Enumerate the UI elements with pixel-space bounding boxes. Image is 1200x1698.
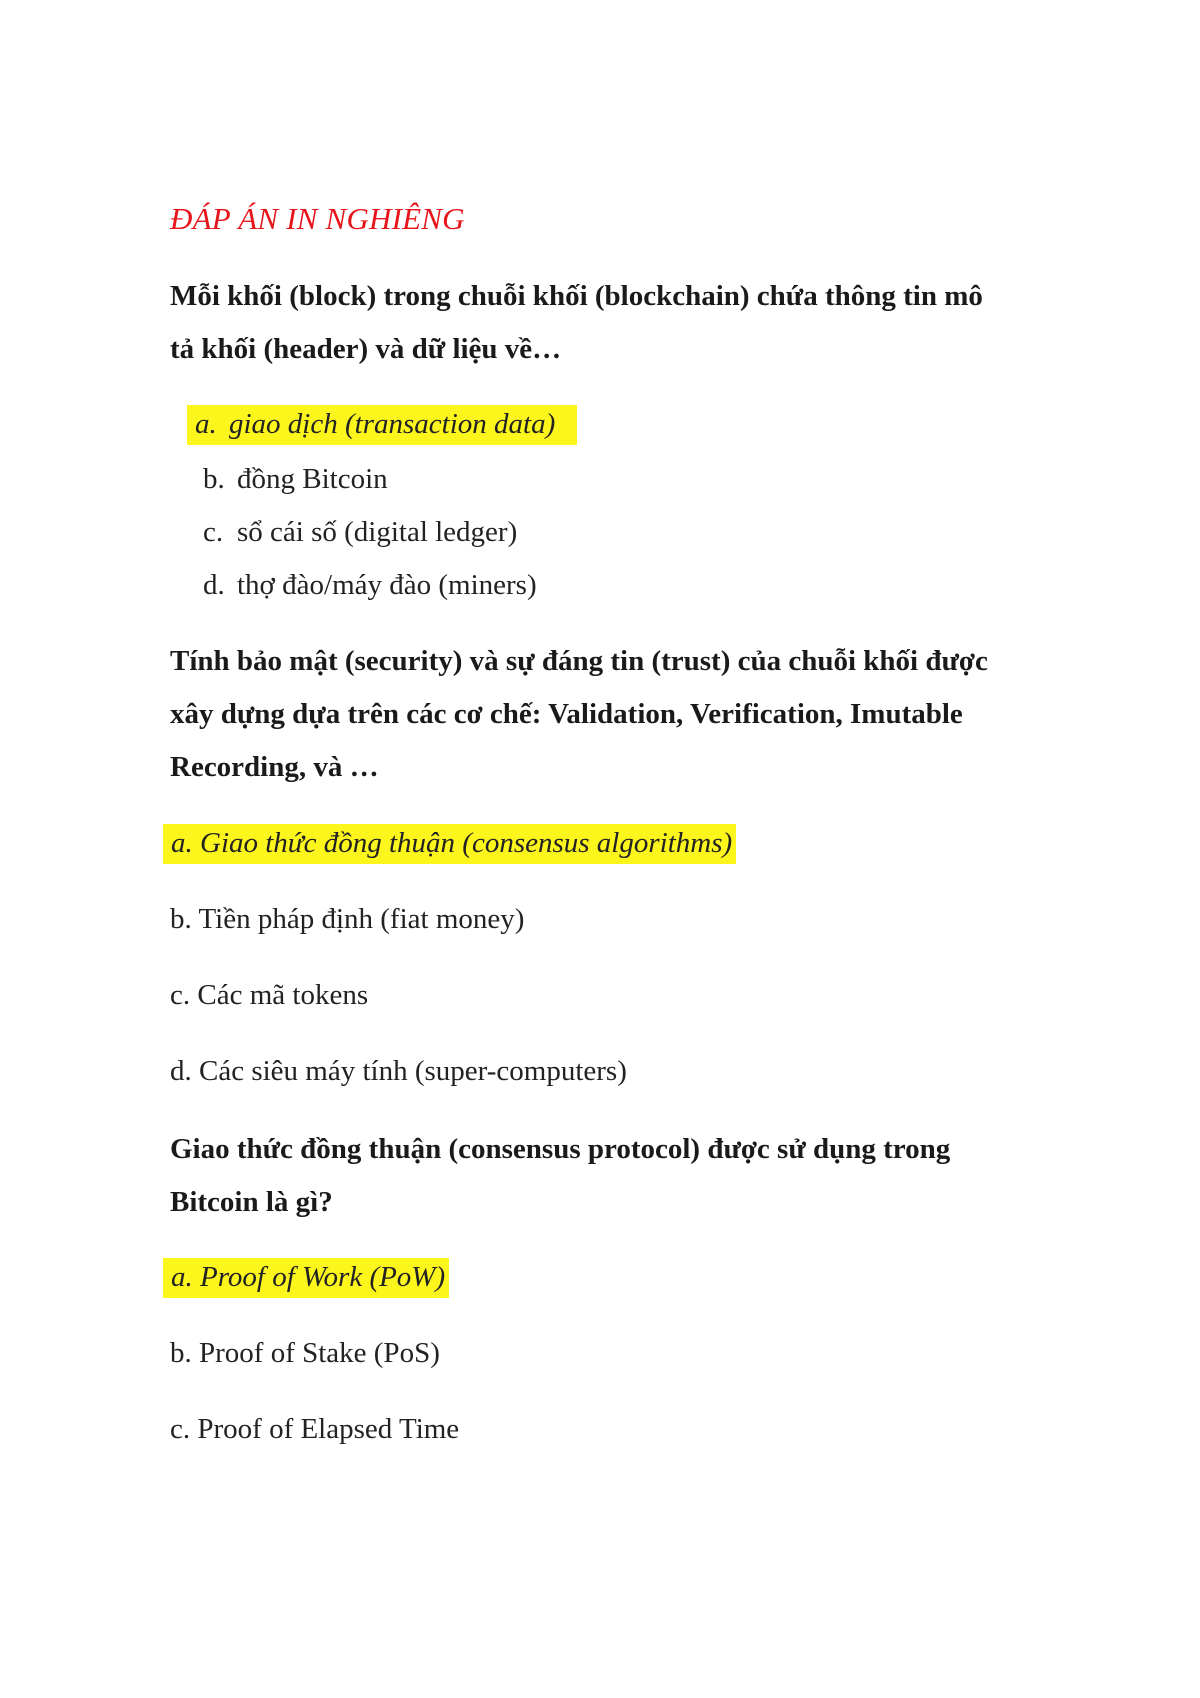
question-1 — [170, 270, 1070, 376]
q3-option-c: c. Proof of Elapsed Time — [170, 1413, 460, 1445]
q3-option-a — [163, 1261, 449, 1294]
question-1-line-1: Mỗi khối (block) trong chuỗi khối (blockchain) chứa thông tin mô — [170, 280, 983, 312]
option-marker: a. — [195, 408, 217, 440]
option-text: sổ cái số (digital ledger) — [237, 516, 518, 548]
option-marker: c. — [203, 516, 224, 548]
q1-option-a — [187, 408, 577, 441]
option-text: đồng Bitcoin — [237, 463, 388, 495]
option-marker: d. — [203, 569, 225, 601]
question-1-line-2: tả khối (header) và dữ liệu về… — [170, 333, 562, 365]
question-2-line-1: Tính bảo mật (security) và sự đáng tin (trust) của chuỗi khối được — [170, 645, 988, 677]
option-marker: b. — [203, 463, 225, 495]
question-2-line-3: Recording, và … — [170, 751, 379, 783]
q1-option-c — [203, 516, 517, 549]
option-text: thợ đào/máy đào (miners) — [237, 569, 537, 601]
q2-option-a — [163, 827, 736, 860]
option-text: giao dịch (transaction data) — [229, 408, 556, 440]
q2-option-d: d. Các siêu máy tính (super-computers) — [170, 1055, 627, 1087]
question-2 — [170, 635, 1070, 794]
page-title: ĐÁP ÁN IN NGHIÊNG — [170, 201, 465, 236]
question-3-line-1: Giao thức đồng thuận (consensus protocol) được sử dụng trong — [170, 1133, 951, 1165]
correct-answer-highlight: a. Giao thức đồng thuận (consensus algorithms) — [163, 824, 736, 864]
q3-option-b: b. Proof of Stake (PoS) — [170, 1337, 440, 1369]
q2-option-c: c. Các mã tokens — [170, 979, 369, 1011]
question-2-line-2: xây dựng dựa trên các cơ chế: Validation, Verification, Imutable — [170, 698, 963, 730]
q1-option-d — [203, 569, 537, 602]
q2-option-b: b. Tiền pháp định (fiat money) — [170, 903, 525, 935]
correct-answer-highlight — [187, 405, 577, 445]
question-3 — [170, 1123, 1070, 1229]
question-3-line-2: Bitcoin là gì? — [170, 1186, 333, 1218]
q1-option-b — [203, 463, 388, 496]
correct-answer-highlight: a. Proof of Work (PoW) — [163, 1258, 449, 1298]
